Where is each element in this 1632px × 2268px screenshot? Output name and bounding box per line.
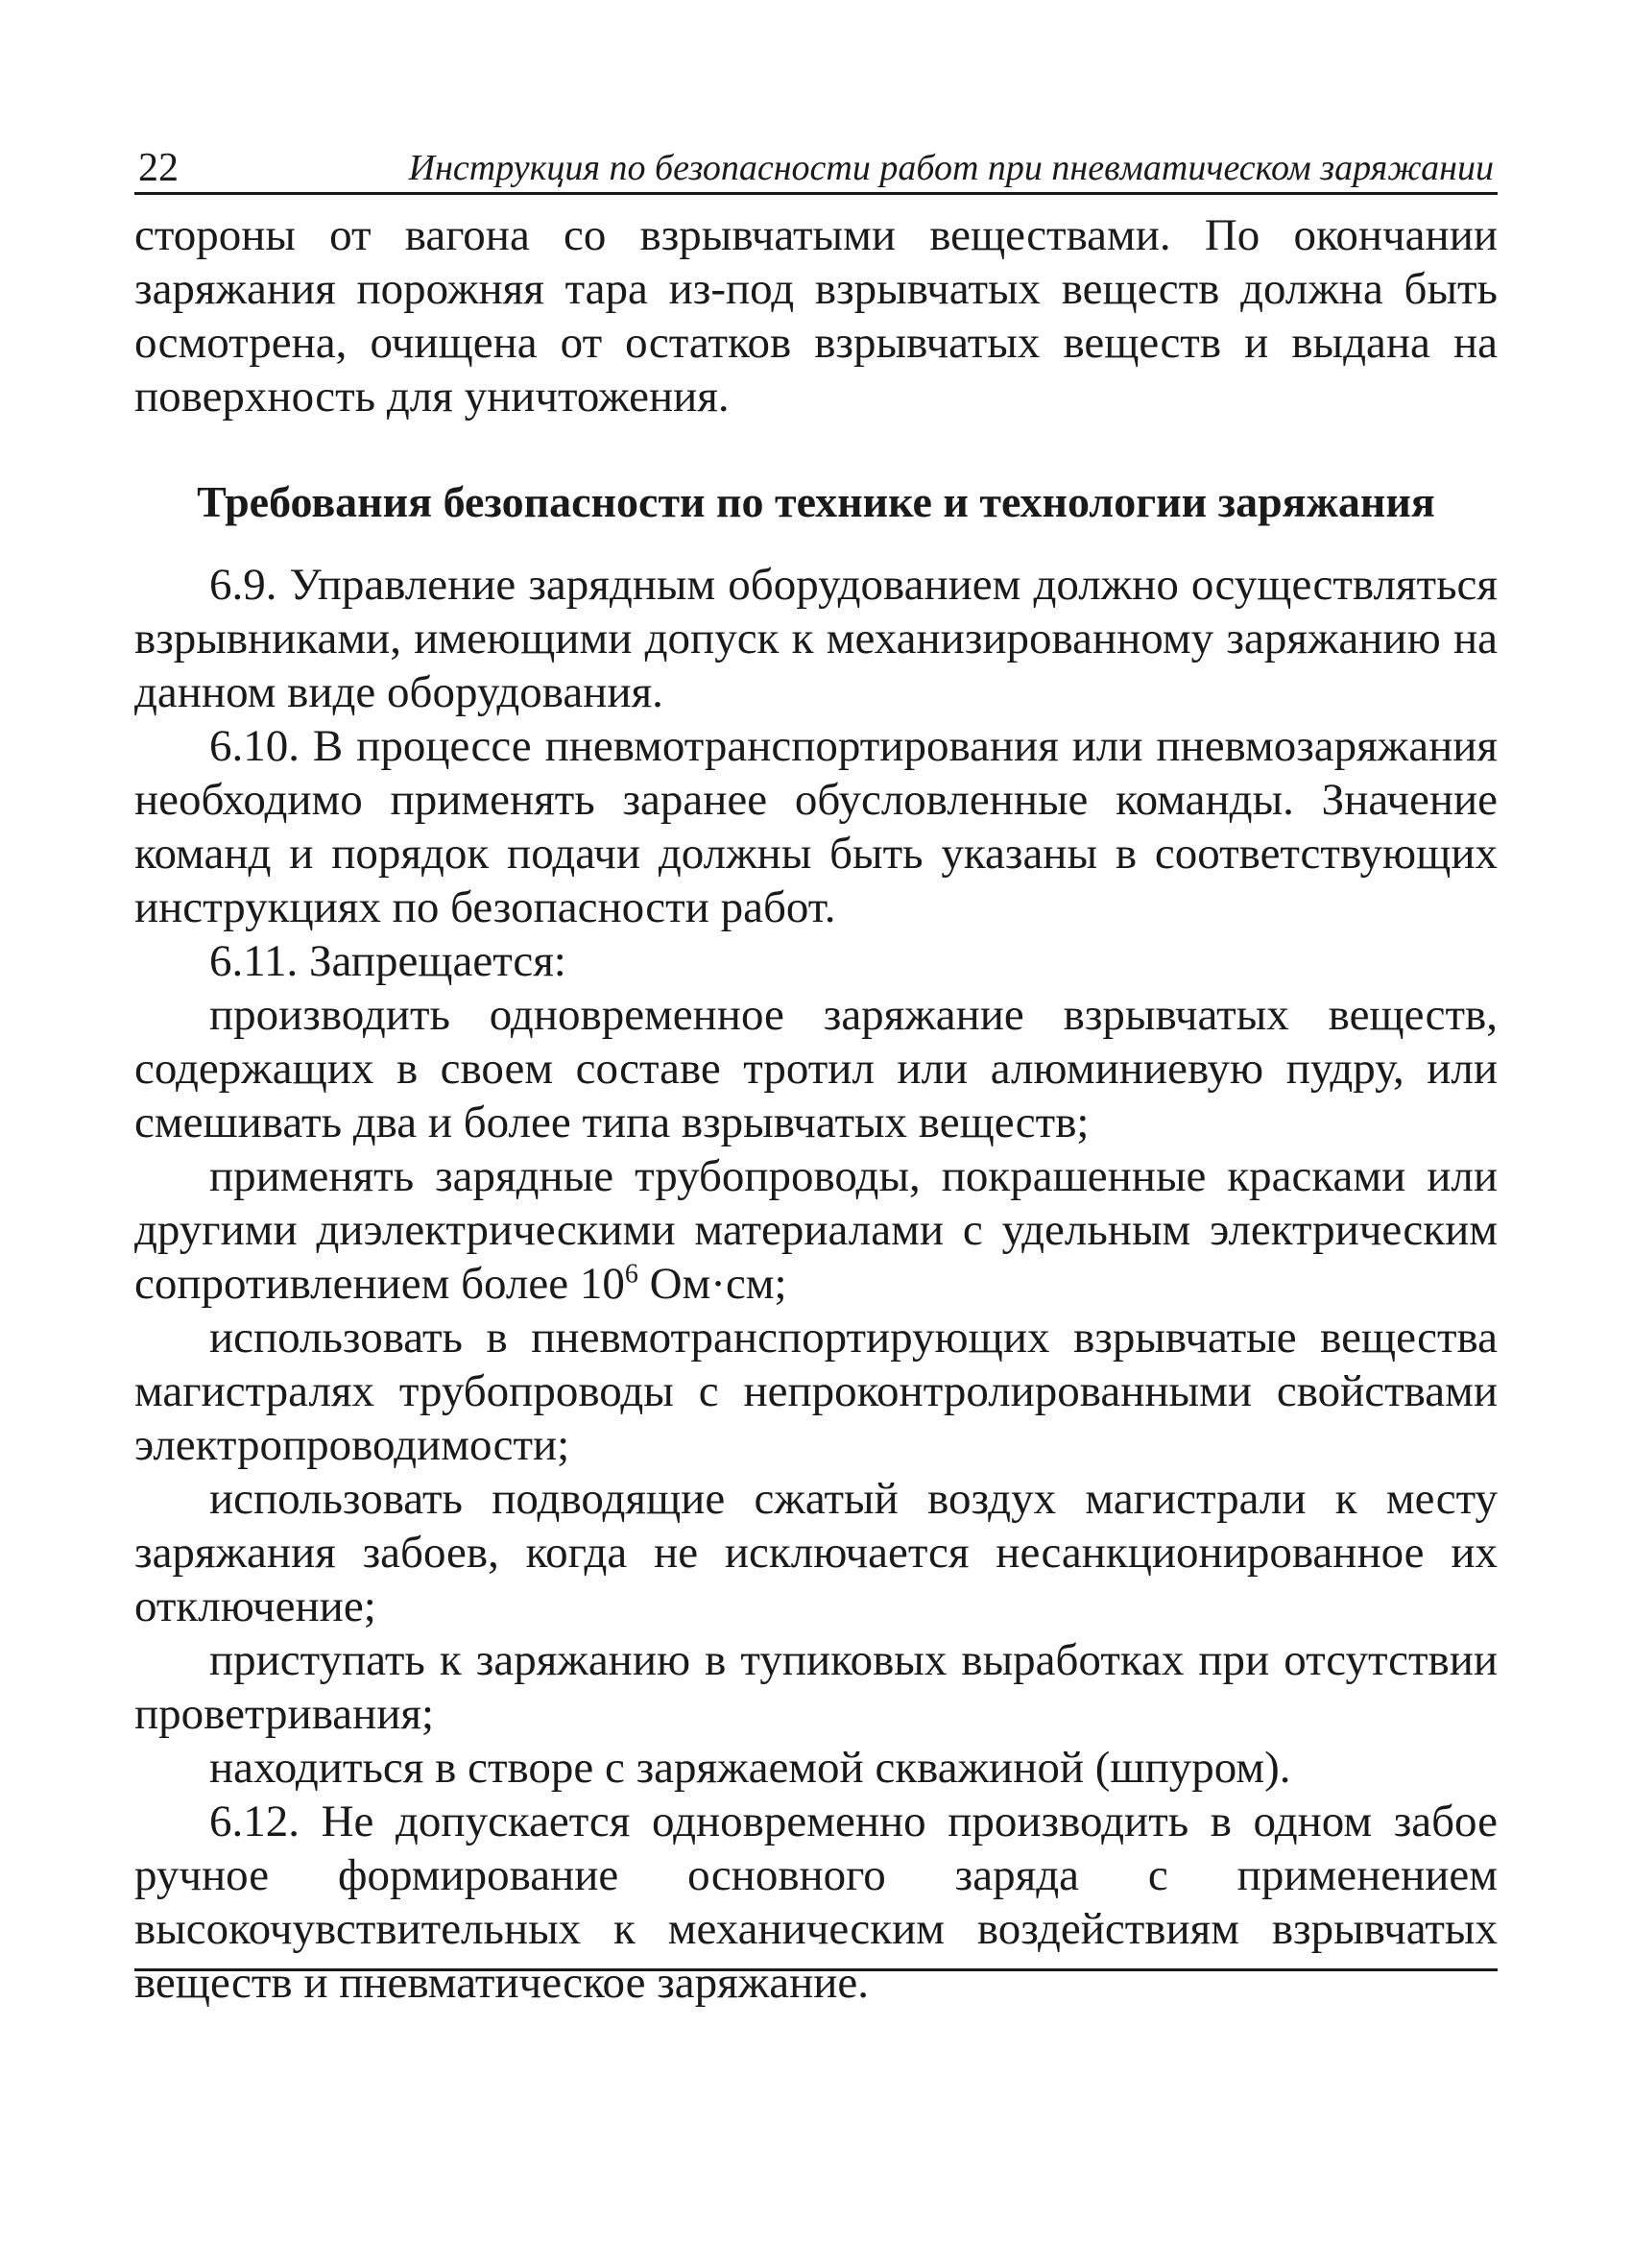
paragraph-6-12: 6.12. Не допускается одновременно производить в одном забое ручное формирование основного заряда с применением высокочувствительных к механическим воздействиям взрывчатых веществ и пневматическое заряжание. [134, 1797, 1498, 2008]
prohibition-item: приступать к заряжанию в тупиковых выработках при отсутствии проветривания; [134, 1635, 1498, 1739]
prohibition-item: производить одновременное заряжание взрывчатых веществ, содержащих в своем составе тротил или алюминиевую пудру, или смешивать два и более типа взрывчатых веществ; [134, 990, 1498, 1147]
footer-rule [134, 1968, 1498, 1971]
exponent: 6 [624, 1259, 638, 1290]
page-number: 22 [138, 146, 179, 190]
paragraph-6-10: 6.10. В процессе пневмотранспортирования или пневмозаряжания необходимо применять заранее обусловленные команды. Значение команд и порядок подачи должны быть указаны в соответствующих инструкциях по безопасности работ. [134, 721, 1498, 932]
paragraph-6-11: 6.11. Запрещается: [209, 936, 566, 986]
document-page [134, 134, 1498, 2010]
prohibition-item-unit: Ом·см; [637, 1259, 787, 1309]
running-header [134, 134, 1498, 195]
body-text [134, 208, 1498, 2010]
prohibition-item: находиться в створе с заряжаемой скважиной (шпуром). [209, 1743, 1291, 1793]
running-header-title: Инструкция по безопасности работ при пневматическом заряжании [408, 148, 1494, 188]
paragraph-intro: стороны от вагона со взрывчатыми веществами. По окончании заряжания порожняя тара из-под взрывчатых веществ должна быть осмотрена, очищена от остатков взрывчатых веществ и выдана на поверхность для уничтожения. [134, 210, 1498, 422]
prohibition-item: использовать подводящие сжатый воздух магистрали к месту заряжания забоев, когда не исключается несанкционированное их отключение; [134, 1474, 1498, 1631]
prohibition-item [134, 1149, 1498, 1311]
prohibition-item-text: применять зарядные трубопроводы, покрашенные красками или другими диэлектрическими материалами с удельным электрическим сопротивлением более 10 [134, 1151, 1498, 1309]
prohibition-item: использовать в пневмотранспортирующих взрывчатые вещества магистралях трубопроводы с непроконтролированными свойствами электропроводимости; [134, 1313, 1498, 1470]
section-heading: Требования безопасности по технике и технологии заряжания [197, 477, 1435, 526]
paragraph-6-9: 6.9. Управление зарядным оборудованием должно осуществляться взрывниками, имеющими допуск к механизированному заряжанию на данном виде оборудования. [134, 560, 1498, 717]
